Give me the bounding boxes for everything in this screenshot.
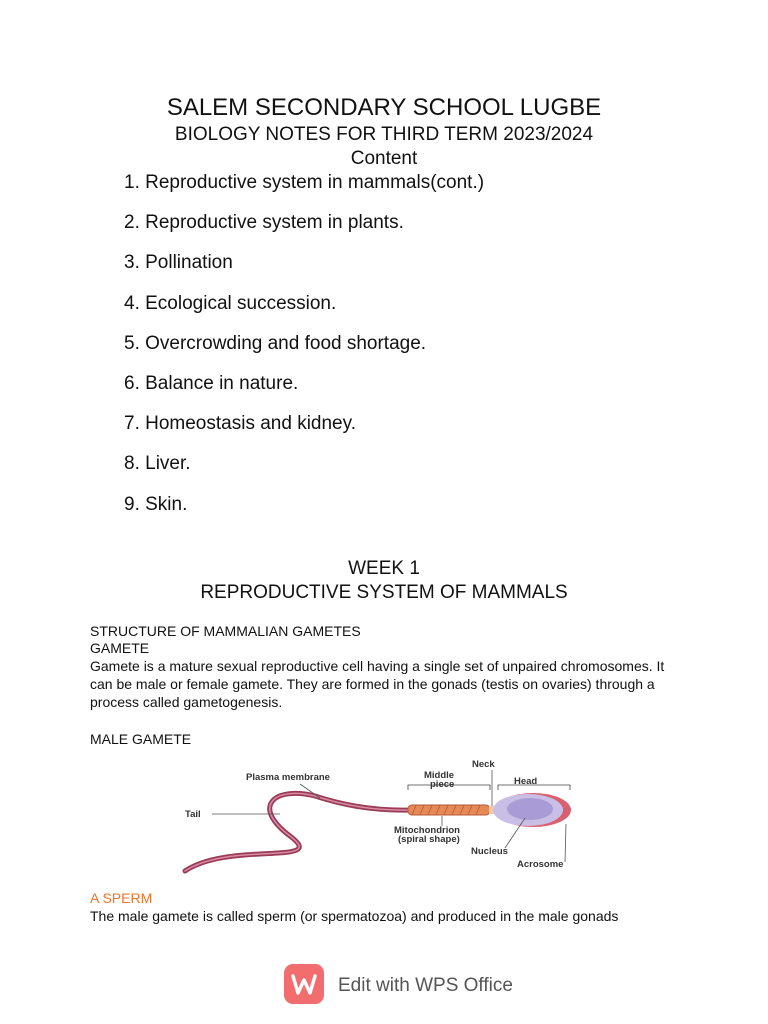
toc-item: 9. Skin. [124, 493, 188, 515]
toc-item: 7. Homeostasis and kidney. [124, 413, 356, 435]
toc-item: 3. Pollination [124, 252, 233, 274]
structure-heading: STRUCTURE OF MAMMALIAN GAMETES [90, 623, 361, 639]
label-middle-piece-2: piece [430, 779, 455, 790]
label-nucleus: Nucleus [471, 846, 508, 857]
label-mitochondrion: Mitochondrion [394, 825, 460, 836]
sperm-nucleus [507, 798, 553, 820]
content-heading: Content [350, 148, 418, 169]
male-gamete-heading: MALE GAMETE [90, 731, 192, 747]
toc-item: 2. Reproductive system in plants. [124, 212, 404, 234]
label-acrosome: Acrosome [517, 859, 564, 870]
document-subtitle: BIOLOGY NOTES FOR THIRD TERM 2023/2024 [174, 124, 594, 145]
gamete-heading: GAMETE [90, 640, 150, 656]
gamete-paragraph: Gamete is a mature sexual reproductive cell having a single set of unpaired chromosomes. It can be male or female gamete. They are formed in the gonads (testis on ovaries) through a process called gametogenesis. [90, 658, 665, 710]
label-plasma-membrane: Plasma membrane [246, 772, 330, 783]
toc-item: 1. Reproductive system in mammals(cont.) [124, 172, 485, 193]
sperm-paragraph: The male gamete is called sperm (or spermatozoa) and produced in the male gonads [90, 908, 619, 924]
toc-item: 4. Ecological succession. [124, 292, 337, 314]
wps-logo-icon[interactable] [284, 964, 324, 1004]
sperm-heading: A SPERM [90, 890, 153, 906]
topic-title: REPRODUCTIVE SYSTEM OF MAMMALS [200, 582, 568, 603]
wps-edit-label[interactable]: Edit with WPS Office [338, 975, 513, 996]
sperm-diagram [180, 756, 590, 878]
label-tail: Tail [185, 809, 201, 820]
toc-item: 5. Overcrowding and food shortage. [124, 332, 427, 354]
label-head: Head [514, 776, 538, 787]
week-title: WEEK 1 [348, 558, 420, 579]
table-of-contents [124, 170, 484, 532]
sperm-tail [185, 793, 410, 871]
label-middle-piece: Middle [424, 770, 455, 781]
wps-footer[interactable] [0, 964, 768, 1010]
toc-item: 6. Balance in nature. [124, 372, 299, 394]
school-title: SALEM SECONDARY SCHOOL LUGBE [166, 94, 602, 121]
toc-item: 8. Liver. [124, 453, 191, 475]
label-mitochondrion-2: (spiral shape) [398, 834, 460, 845]
label-neck: Neck [472, 759, 495, 770]
